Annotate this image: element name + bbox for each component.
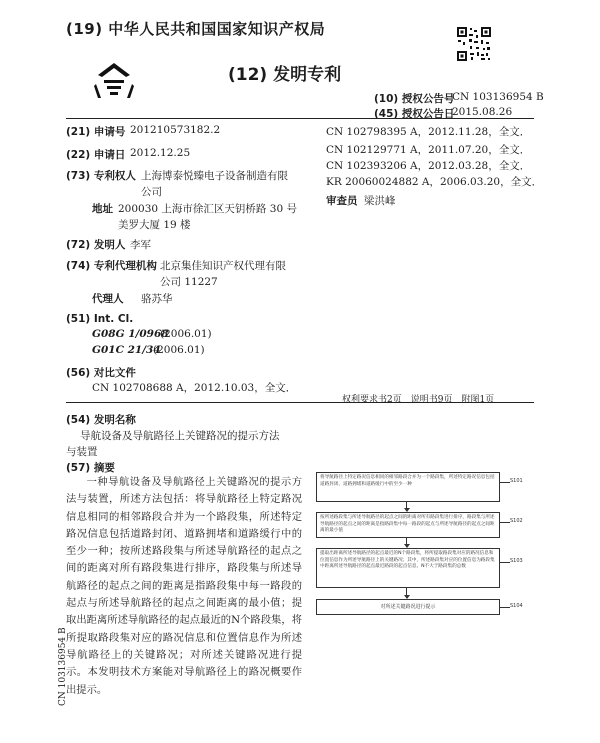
- int-cl-2-code: G01C 21/34: [92, 344, 161, 356]
- int-cl-label: (51) Int. Cl.: [66, 313, 134, 325]
- publication-date: 2015.08.26: [452, 106, 513, 118]
- flow-step-label: S103: [510, 558, 523, 564]
- agent-label: 代理人: [92, 293, 124, 305]
- address-line-2: 美罗大厦 19 楼: [118, 219, 191, 231]
- publication-number: CN 103136954 B: [452, 91, 544, 103]
- pages-summary: 权利要求书2页 说明书9页 附图1页: [342, 395, 495, 405]
- address-label: 地址: [92, 203, 113, 215]
- document-type: (12) 发明专利: [228, 65, 342, 85]
- title-label: (54) 发明名称: [66, 414, 136, 426]
- patentee-label: (73) 专利权人: [66, 170, 136, 182]
- cited-references-label: (56) 对比文件: [66, 367, 136, 379]
- flow-step-label: S102: [510, 518, 523, 524]
- label-leader: [500, 607, 510, 608]
- flow-step-label: S104: [510, 603, 523, 609]
- flow-step-label: S101: [510, 478, 523, 484]
- patentee-line-2: 公司: [141, 186, 162, 198]
- label-leader: [500, 482, 510, 483]
- side-publication-code: CN 103136954 B: [58, 627, 68, 706]
- label-leader: [500, 562, 510, 563]
- label-leader: [500, 522, 510, 523]
- application-number-label: (21) 申请号: [66, 126, 126, 138]
- flow-step-box: 将导航路径上特定路况信息相同的相邻路段合并为一个路段集，所述特定路况信息包括道路封闭、道路拥堵和道路缓行中的至少一种: [316, 472, 500, 502]
- int-cl-1-code: G08G 1/0968: [92, 328, 169, 340]
- application-number: 201210573182.2: [130, 124, 221, 136]
- inventor-label: (72) 发明人: [66, 239, 126, 251]
- flow-step-box: 提取出距离所述导航路径的起点最近的N个路段集，将所提取路段集对应的路况信息和位置信息作为所述导航路径上的关键路况；其中，所述路段集对应的位置信息为路段集中距离所述导航路径的起点最近路段的起点信息，N不大于路段集的总数: [316, 548, 500, 588]
- citation-item: CN 102393206 A，2012.03.28，全文．: [326, 160, 531, 172]
- publication-number-label: (10) 授权公告号: [374, 93, 455, 105]
- agency-line-1: 北京集佳知识产权代理有限: [160, 260, 286, 272]
- citation-item: CN 102129771 A，2011.07.20，全文．: [326, 144, 531, 156]
- flowchart: [312, 470, 534, 640]
- cited-reference-left: CN 102708688 A，2012.10.03，全文．: [92, 382, 297, 394]
- invention-title-line-2: 与装置: [66, 446, 98, 458]
- section-divider: [66, 402, 534, 403]
- publication-date-label: (45) 授权公告日: [374, 108, 455, 120]
- issuing-authority: (19) 中华人民共和国国家知识产权局: [66, 20, 326, 38]
- examiner-label: 审查员: [326, 195, 358, 207]
- qr-code-icon: [456, 26, 492, 62]
- patentee-line-1: 上海博泰悦臻电子设备制造有限: [141, 170, 288, 182]
- invention-title-line-1: 导航设备及导航路径上关键路况的提示方法: [80, 430, 280, 442]
- application-date: 2012.12.25: [130, 147, 191, 159]
- int-cl-2-version: (2006.01): [153, 344, 205, 356]
- agency-label: (74) 专利代理机构: [66, 260, 157, 272]
- flow-arrow: [406, 588, 407, 598]
- abstract-label: (57) 摘要: [66, 462, 115, 474]
- abstract-text: 一种导航设备及导航路径上关键路况的提示方法与装置，所述方法包括：将导航路径上特定路况信息相同的相邻路段合并为一个路段集，所述特定路况信息包括道路封闭、道路拥堵和道路缓行中的至少一种；按所述路段集与所述导航路径的起点之间的距离对所有路段集进行排序，路段集与所述导航路径的起点之间的距离是指路段集中每一路段的起点与所述导航路径的起点之间距离的最小值；提取出距离所述导航路径的起点最近的N个路段集，将所提取路段集对应的路况信息和位置信息作为所述导航路径上的关键路况；对所述关键路况进行提示。本发明技术方案能对导航路径上的路况概要作出提示。: [66, 476, 302, 696]
- flow-step-box: 按所述路段集与所述导航路径的起点之间的距离对所有路段集进行排序，路段集与所述导航路径的起点之间的距离是指路段集中每一路段的起点与所述导航路径的起点之间距离的最小值: [316, 512, 500, 538]
- header-divider: [66, 118, 534, 119]
- citation-item: CN 102798395 A，2012.11.28，全文．: [326, 126, 531, 138]
- citation-item: KR 20060024882 A，2006.03.20，全文．: [326, 176, 543, 188]
- cnipa-logo-icon: [94, 60, 134, 100]
- flow-arrow: [406, 502, 407, 511]
- flow-arrow: [406, 538, 407, 547]
- address-line-1: 200030 上海市徐汇区天钥桥路 30 号: [118, 203, 297, 215]
- agent: 骆苏华: [141, 293, 173, 305]
- inventor: 李军: [130, 239, 151, 251]
- agency-line-2: 公司 11227: [160, 276, 218, 288]
- int-cl-1-version: (2006.01): [160, 328, 212, 340]
- application-date-label: (22) 申请日: [66, 149, 126, 161]
- examiner: 梁洪峰: [364, 195, 396, 207]
- flow-step-box: 对所述关键路况进行提示: [316, 599, 500, 615]
